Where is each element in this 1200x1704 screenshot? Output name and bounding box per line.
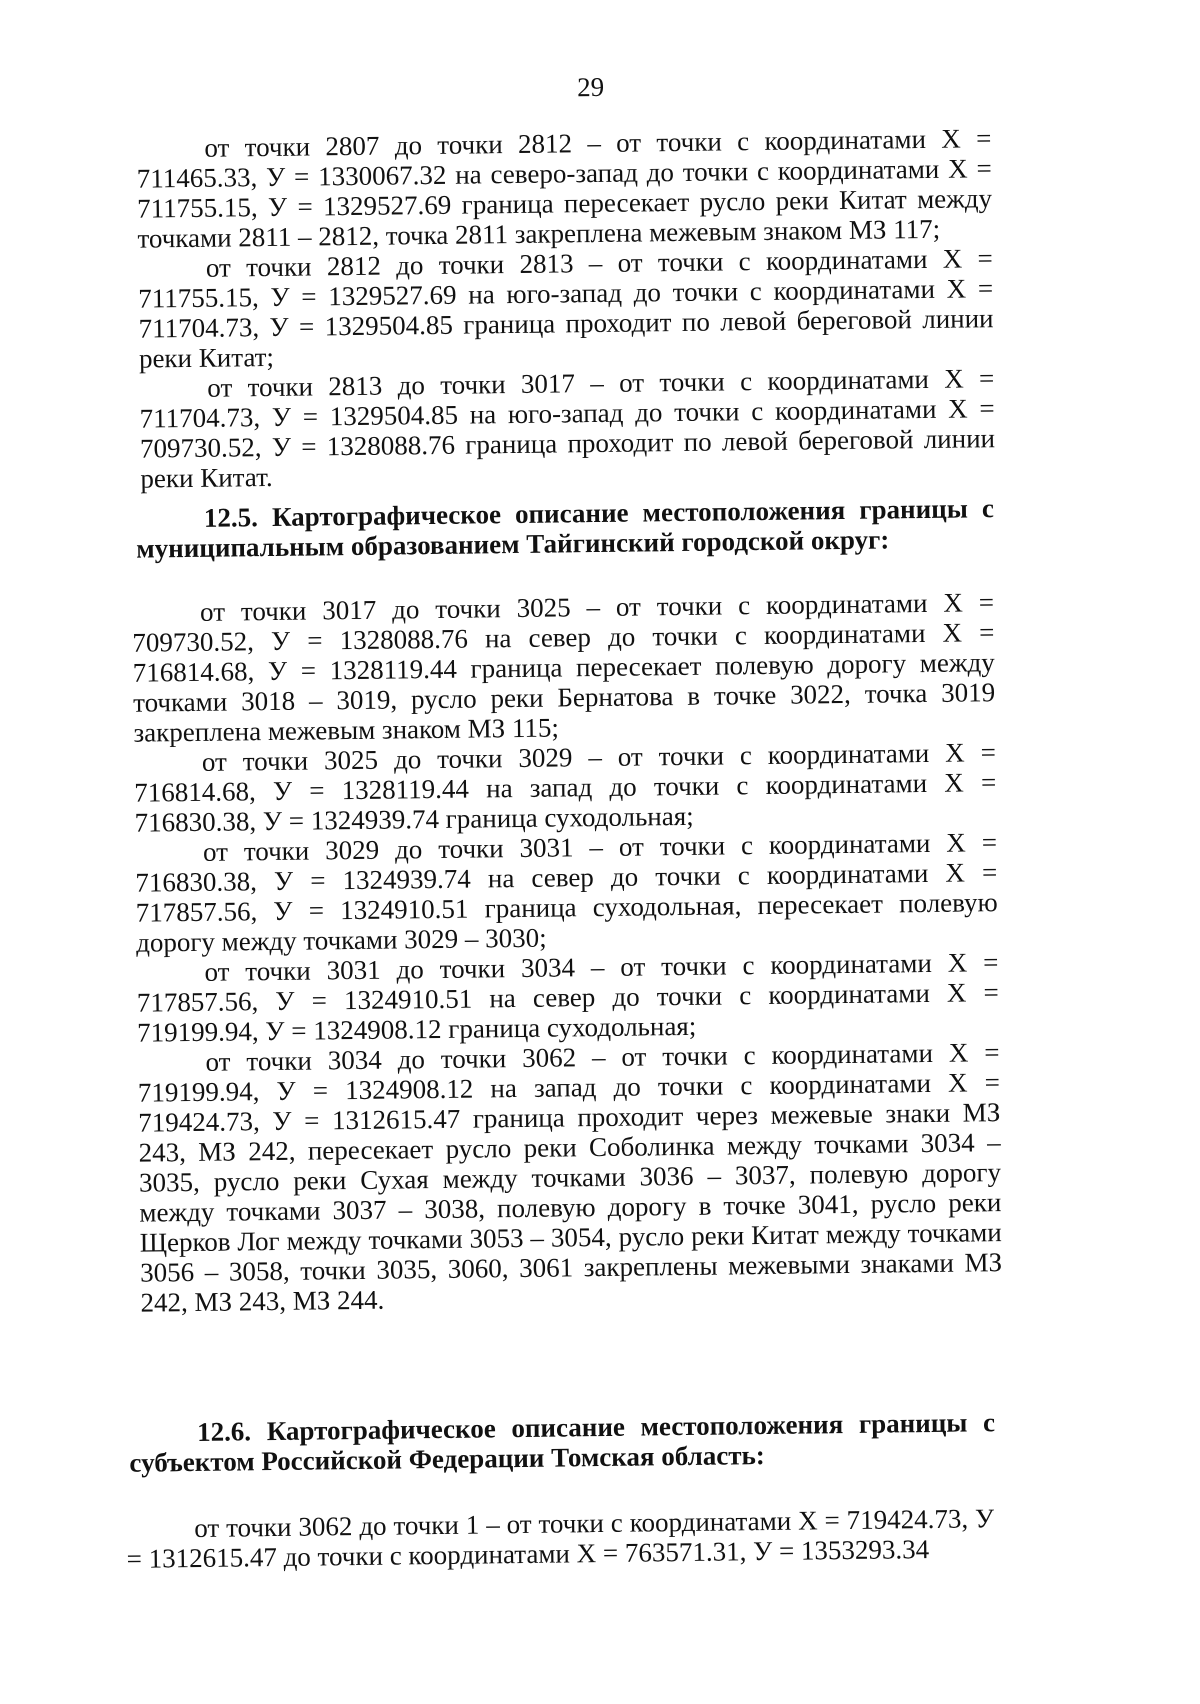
paragraph: от точки 3062 до точки 1 – от точки с координатами X = 719424.73, У = 1312615.47 до точки с координатами X = 763571.31, У = 1353293.34 <box>126 1503 995 1574</box>
section-heading: 12.5. Картографическое описание местоположения границы с муниципальным образованием Тайгинский городской округ: <box>136 493 995 564</box>
paragraph: от точки 3025 до точки 3029 – от точки с координатами X = 716814.68, У = 1328119.44 на запад до точки с координатами X = 716830.38, У = 1324939.74 граница суходольная; <box>134 737 997 838</box>
section-heading: 12.6. Картографическое описание местоположения границы с субъектом Российской Федерации Томская область: <box>129 1407 996 1478</box>
paragraph: от точки 3029 до точки 3031 – от точки с координатами X = 716830.38, У = 1324939.74 на север до точки с координатами X = 717857.56, У = 1324910.51 граница суходольная, пересекает полевую дорогу между точками 3029 – 3030; <box>135 827 998 958</box>
paragraph: от точки 2813 до точки 3017 – от точки с координатами X = 711704.73, У = 1329504.85 на юго-запад до точки с координатами X = 709730.52, У = 1328088.76 граница проходит по левой береговой линии реки Китат. <box>139 363 996 494</box>
paragraph: от точки 2812 до точки 2813 – от точки с координатами X = 711755.15, У = 1329527.69 на юго-запад до точки с координатами X = 711704.73, У = 1329504.85 граница проходит по левой береговой линии реки Китат; <box>138 243 994 374</box>
heading-12-5 <box>136 493 995 563</box>
page-number: 29 <box>576 71 605 103</box>
section-12-6-body <box>126 1503 995 1574</box>
section-12-4-tail <box>136 123 995 493</box>
paragraph: от точки 2807 до точки 2812 – от точки с координатами X = 711465.33, У = 1330067.32 на северо-запад до точки с координатами X = 711755.15, У = 1329527.69 граница пересекает русло реки Китат между точками 2811 – 2812, точка 2811 закреплена межевым знаком МЗ 117; <box>136 123 993 254</box>
paragraph: от точки 3017 до точки 3025 – от точки с координатами X = 709730.52, У = 1328088.76 на север до точки с координатами X = 716814.68, У = 1328119.44 граница пересекает полевую дорогу между точками 3018 – 3019, русло реки Бернатова в точке 3022, точка 3019 закреплена межевым знаком МЗ 115; <box>132 587 996 748</box>
paragraph: от точки 3034 до точки 3062 – от точки с координатами X = 719199.94, У = 1324908.12 на запад до точки с координатами X = 719424.73, У = 1312615.47 граница проходит через межевые знаки МЗ 243, МЗ 242, пересекает русло реки Соболинка между точками 3034 – 3035, русло реки Сухая между точками 3036 – 3037, полевую дорогу между точками 3037 – 3038, полевую дорогу в точке 3041, русло реки Щерков Лог между точками 3053 – 3054, русло реки Китат между точками 3056 – 3058, точки 3035, 3060, 3061 закреплены межевыми знаками МЗ 242, МЗ 243, МЗ 244. <box>137 1037 1003 1318</box>
heading-12-6 <box>129 1407 996 1478</box>
section-12-5-body <box>132 587 1003 1317</box>
paragraph: от точки 3031 до точки 3034 – от точки с координатами X = 717857.56, У = 1324910.51 на север до точки с координатами X = 719199.94, У = 1324908.12 граница суходольная; <box>136 947 999 1048</box>
